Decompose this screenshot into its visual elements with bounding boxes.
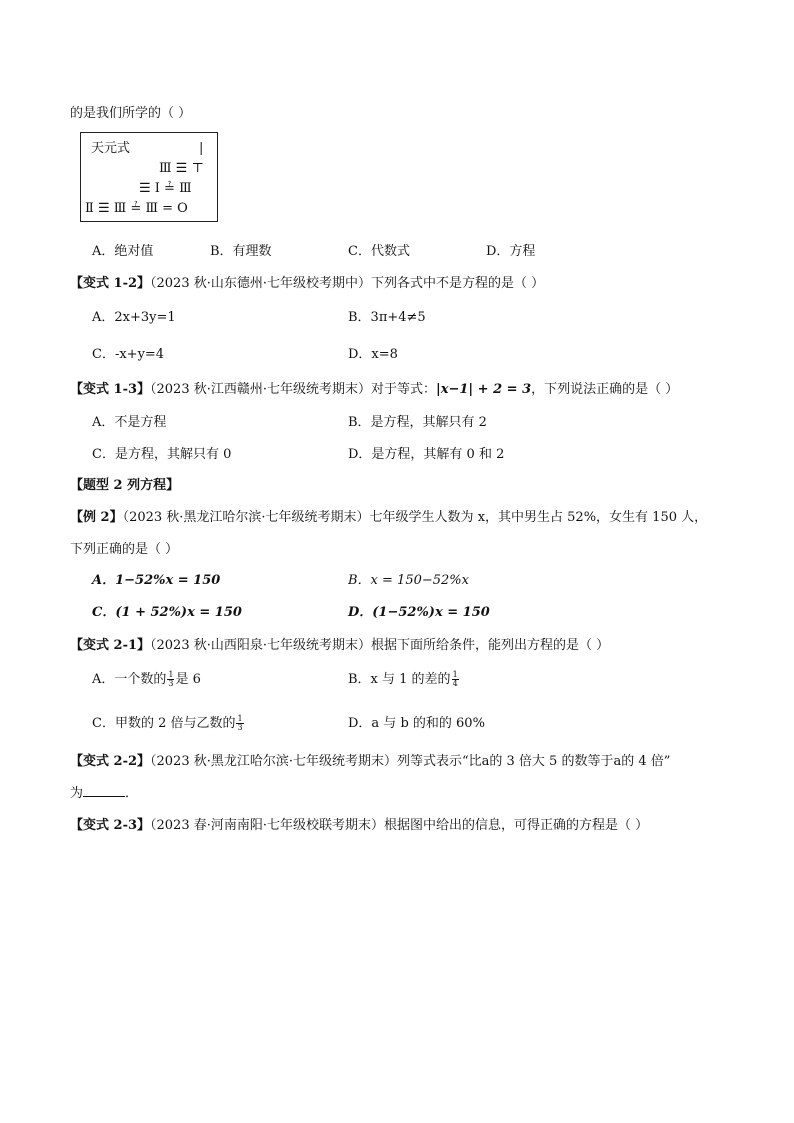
q1-2-stem [70,272,544,291]
section-2-heading: 【题型 2 列方程】 [70,478,180,493]
frac-numerator: 1 [237,714,243,723]
ex2-option-c: C．(1 + 52%)x = 150 [92,605,242,620]
intro-line: 的是我们所学的（ ） [70,106,192,121]
q2-1-stem [70,634,609,653]
q2-1-option-b [348,668,460,688]
q1-1-option-a: A．绝对值 [92,244,154,259]
fraction-one-fourth [452,671,459,688]
q1-2-option-c: C．-x+y=4 [92,347,165,362]
q2-2-stem [70,750,670,769]
q1-3-option-d: D．是方程，其解有 0 和 2 [348,447,505,462]
q1-3-text-b: ，下列说法正确的是（ ） [531,382,679,397]
q2-2-answer-line [70,782,138,801]
q2-1-option-d: D．a 与 b 的和的 60% [348,716,485,731]
q2-3-text: （2023 春·河南南阳·七年级校联考期末）根据图中给出的信息，可得正确的方程是（ ） [150,818,649,833]
figure-row-2: Ⅲ ☰ ⊤ [159,161,204,176]
q1-2-option-a: A．2x+3y=1 [92,310,176,325]
q1-3-option-a: A．不是方程 [92,415,167,430]
q1-1-option-c: C．代数式 [348,244,410,259]
q1-3-option-c: C．是方程，其解只有 0 [92,447,232,462]
q2-2-text: （2023 秋·黑龙江哈尔滨·七年级统考期末）列等式表示“比a的 3 倍大 5 的数等于a的 4 倍” [150,754,671,769]
q1-2-option-b: B．3π+4≠5 [348,310,426,325]
ex2-prefix: 【例 2】 [70,510,123,525]
q2-1-prefix: 【变式 2-1】 [70,638,151,653]
q2-1-option-c [92,712,245,732]
q2-1-option-a-post: 是 6 [175,672,201,687]
fraction-one-third [236,715,243,732]
frac-numerator: 1 [168,670,174,679]
q1-2-prefix: 【变式 1-2】 [70,276,151,291]
figure-row-3: ☰ Ⅰ ≟ Ⅲ [139,181,192,196]
frac-denominator: 3 [237,723,243,732]
figure-title: 天元式 [91,141,131,156]
ex2-stem-line1 [70,506,707,525]
q1-2-option-d: D．x=8 [348,347,398,362]
ex2-stem-line2: 下列正确的是（ ） [70,542,179,557]
tianyuan-figure [80,132,218,222]
q2-1-option-b-pre: B．x 与 1 的差的 [348,672,451,687]
q2-1-option-a-pre: A．一个数的 [92,672,167,687]
ex2-option-d: D．(1−52%)x = 150 [348,605,490,620]
q1-3-text-a: （2023 秋·江西赣州·七年级统考期末）对于等式： [150,382,436,397]
q1-3-option-b: B．是方程，其解只有 2 [348,415,487,430]
q2-2-line2-post: ． [125,786,139,801]
figure-row-4: Ⅱ ☰ Ⅲ ≟ Ⅲ = O [85,201,188,216]
q2-1-option-c-pre: C．甲数的 2 倍与乙数的 [92,716,236,731]
q1-3-prefix: 【变式 1-3】 [70,382,151,397]
q2-1-text: （2023 秋·山西阳泉·七年级统考期末）根据下面所给条件，能列出方程的是（ ） [150,638,610,653]
q2-3-stem [70,814,648,833]
frac-numerator: 1 [452,670,458,679]
q2-3-prefix: 【变式 2-3】 [70,818,151,833]
ex2-text-1: （2023 秋·黑龙江哈尔滨·七年级统考期末）七年级学生人数为 x，其中男生占 52%，女生有 150 人， [122,510,708,525]
q2-2-line2-pre: 为 [70,786,84,801]
ex2-option-a: A．1−52%x = 150 [92,573,221,588]
figure-row-1: | [199,141,204,156]
q2-1-option-a [92,668,201,688]
frac-denominator: 4 [452,679,458,688]
q1-3-stem [70,378,678,397]
q2-2-prefix: 【变式 2-2】 [70,754,151,769]
answer-blank[interactable] [83,784,125,797]
fraction-one-third [167,671,174,688]
frac-denominator: 3 [168,679,174,688]
q1-3-equation: |x−1| + 2 = 3 [436,382,532,397]
q1-2-text: （2023 秋·山东德州·七年级校考期中）下列各式中不是方程的是（ ） [150,276,545,291]
ex2-option-b: B．x = 150−52%x [348,573,469,588]
q1-1-option-b: B．有理数 [210,244,272,259]
q1-1-option-d: D．方程 [486,244,536,259]
